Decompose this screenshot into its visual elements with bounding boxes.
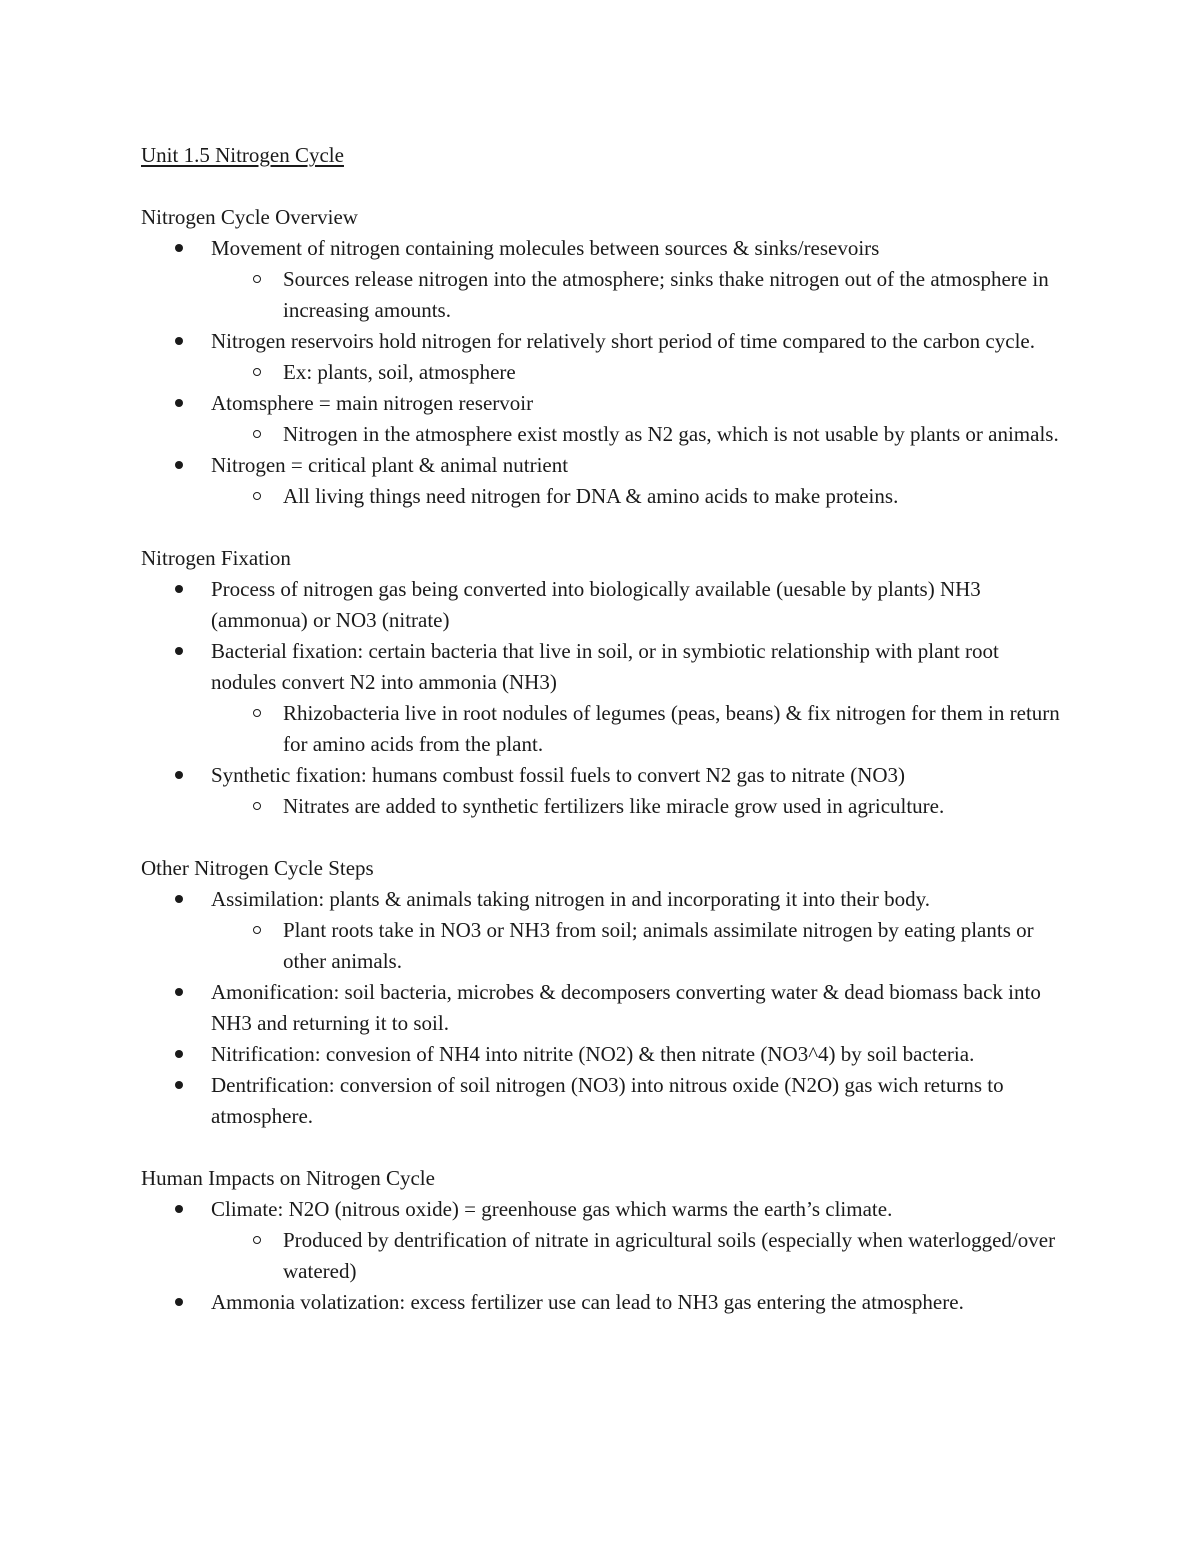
filled-bullet-icon xyxy=(175,1287,185,1318)
list-item xyxy=(211,1287,1061,1318)
hollow-bullet-icon xyxy=(253,915,263,946)
list-item xyxy=(211,1194,1061,1287)
sub-list-item xyxy=(283,915,1061,977)
bullet-list xyxy=(141,233,1061,512)
filled-bullet-icon xyxy=(175,636,185,667)
sections-container xyxy=(141,202,1061,1318)
list-item xyxy=(211,326,1061,388)
list-item-text: Nitrification: convesion of NH4 into nitrite (NO2) & then nitrate (NO3^4) by soil bacteria. xyxy=(211,1042,975,1066)
filled-bullet-icon xyxy=(175,233,185,264)
filled-bullet-icon xyxy=(175,574,185,605)
sub-list-item-text: Nitrogen in the atmosphere exist mostly as N2 gas, which is not usable by plants or animals. xyxy=(283,422,1059,446)
bullet-list xyxy=(141,574,1061,822)
section xyxy=(141,1163,1061,1318)
hollow-bullet-icon xyxy=(253,791,263,822)
sub-bullet-list xyxy=(211,264,1061,326)
sub-list-item xyxy=(283,264,1061,326)
hollow-bullet-icon xyxy=(253,264,263,295)
list-item-text: Synthetic fixation: humans combust fossil fuels to convert N2 gas to nitrate (NO3) xyxy=(211,763,906,787)
section xyxy=(141,202,1061,512)
sub-list-item-text: Sources release nitrogen into the atmosphere; sinks thake nitrogen out of the atmosphere in increasing amounts. xyxy=(283,267,1049,322)
hollow-bullet-icon xyxy=(253,419,263,450)
list-item xyxy=(211,884,1061,977)
list-item xyxy=(211,1070,1061,1132)
sub-bullet-list xyxy=(211,481,1061,512)
list-item-text: Nitrogen reservoirs hold nitrogen for relatively short period of time compared to the carbon cycle. xyxy=(211,329,1035,353)
section-heading: Human Impacts on Nitrogen Cycle xyxy=(141,1166,435,1190)
filled-bullet-icon xyxy=(175,1194,185,1225)
sub-bullet-list xyxy=(211,1225,1061,1287)
list-item-text: Amonification: soil bacteria, microbes & decomposers converting water & dead biomass back into NH3 and returning it to soil. xyxy=(211,980,1041,1035)
list-item-text: Process of nitrogen gas being converted into biologically available (uesable by plants) NH3 (ammonua) or NO3 (nitrate) xyxy=(211,577,981,632)
sub-list-item-text: Produced by dentrification of nitrate in agricultural soils (especially when waterlogged/over watered) xyxy=(283,1228,1056,1283)
document-title: Unit 1.5 Nitrogen Cycle xyxy=(141,143,344,167)
sub-bullet-list xyxy=(211,419,1061,450)
section xyxy=(141,543,1061,822)
document-page xyxy=(141,140,1061,1318)
list-item xyxy=(211,388,1061,450)
sub-list-item-text: All living things need nitrogen for DNA & amino acids to make proteins. xyxy=(283,484,899,508)
sub-list-item xyxy=(283,791,1061,822)
filled-bullet-icon xyxy=(175,326,185,357)
hollow-bullet-icon xyxy=(253,1225,263,1256)
list-item xyxy=(211,760,1061,822)
section-heading: Nitrogen Cycle Overview xyxy=(141,205,358,229)
hollow-bullet-icon xyxy=(253,698,263,729)
sub-list-item-text: Ex: plants, soil, atmosphere xyxy=(283,360,516,384)
sub-bullet-list xyxy=(211,915,1061,977)
list-item xyxy=(211,636,1061,760)
sub-list-item-text: Rhizobacteria live in root nodules of legumes (peas, beans) & fix nitrogen for them in return for amino acids from the plant. xyxy=(283,701,1060,756)
filled-bullet-icon xyxy=(175,977,185,1008)
list-item xyxy=(211,233,1061,326)
sub-list-item xyxy=(283,698,1061,760)
bullet-list xyxy=(141,1194,1061,1318)
sub-list-item xyxy=(283,419,1061,450)
section-heading: Other Nitrogen Cycle Steps xyxy=(141,856,374,880)
sub-list-item xyxy=(283,481,1061,512)
sub-bullet-list xyxy=(211,698,1061,760)
section xyxy=(141,853,1061,1132)
list-item xyxy=(211,1039,1061,1070)
list-item xyxy=(211,450,1061,512)
hollow-bullet-icon xyxy=(253,357,263,388)
list-item-text: Climate: N2O (nitrous oxide) = greenhouse gas which warms the earth’s climate. xyxy=(211,1197,893,1221)
list-item xyxy=(211,977,1061,1039)
filled-bullet-icon xyxy=(175,450,185,481)
bullet-list xyxy=(141,884,1061,1132)
filled-bullet-icon xyxy=(175,388,185,419)
sub-list-item-text: Nitrates are added to synthetic fertilizers like miracle grow used in agriculture. xyxy=(283,794,945,818)
hollow-bullet-icon xyxy=(253,481,263,512)
list-item-text: Ammonia volatization: excess fertilizer use can lead to NH3 gas entering the atmosphere. xyxy=(211,1290,964,1314)
list-item-text: Atomsphere = main nitrogen reservoir xyxy=(211,391,534,415)
filled-bullet-icon xyxy=(175,1039,185,1070)
sub-bullet-list xyxy=(211,791,1061,822)
list-item-text: Movement of nitrogen containing molecules between sources & sinks/resevoirs xyxy=(211,236,880,260)
sub-list-item xyxy=(283,357,1061,388)
list-item-text: Assimilation: plants & animals taking nitrogen in and incorporating it into their body. xyxy=(211,887,930,911)
filled-bullet-icon xyxy=(175,760,185,791)
list-item-text: Bacterial fixation: certain bacteria that live in soil, or in symbiotic relationship with plant root nodules convert N2 into ammonia (NH3) xyxy=(211,639,999,694)
list-item xyxy=(211,574,1061,636)
sub-list-item xyxy=(283,1225,1061,1287)
list-item-text: Dentrification: conversion of soil nitrogen (NO3) into nitrous oxide (N2O) gas wich returns to atmosphere. xyxy=(211,1073,1004,1128)
list-item-text: Nitrogen = critical plant & animal nutrient xyxy=(211,453,569,477)
sub-bullet-list xyxy=(211,357,1061,388)
sub-list-item-text: Plant roots take in NO3 or NH3 from soil; animals assimilate nitrogen by eating plants or other animals. xyxy=(283,918,1034,973)
section-heading: Nitrogen Fixation xyxy=(141,546,291,570)
filled-bullet-icon xyxy=(175,1070,185,1101)
filled-bullet-icon xyxy=(175,884,185,915)
